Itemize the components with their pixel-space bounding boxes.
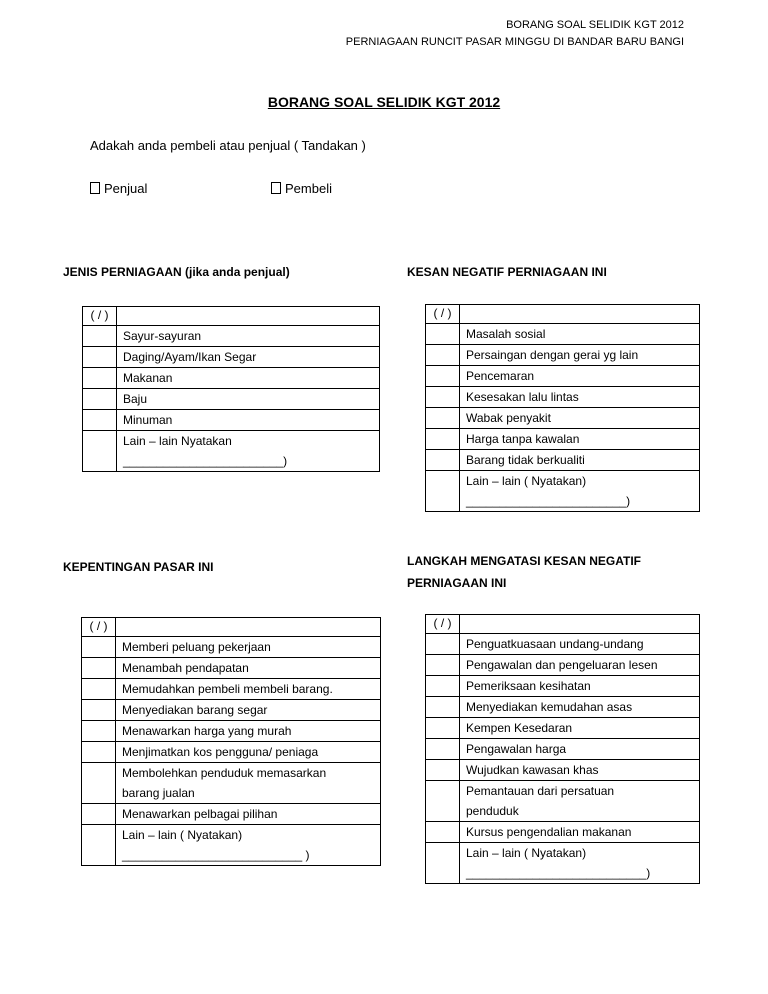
item-other-blank: ___________________________ ) — [122, 848, 310, 862]
tick-cell[interactable] — [426, 408, 460, 429]
item-label: Minuman — [117, 410, 380, 431]
tick-cell[interactable] — [426, 324, 460, 345]
table-row — [426, 739, 700, 760]
page-title: BORANG SOAL SELIDIK KGT 2012 — [267, 94, 501, 110]
item-other-label: Lain – lain Nyatakan — [123, 434, 232, 448]
tick-cell[interactable] — [426, 676, 460, 697]
tick-header: ( / ) — [82, 618, 116, 637]
table-row — [82, 804, 381, 825]
table-row — [82, 637, 381, 658]
item-other-blank: ________________________) — [466, 494, 631, 508]
item-label-multiline — [460, 781, 700, 822]
table-row — [82, 700, 381, 721]
item-label: Pemeriksaan kesihatan — [460, 676, 700, 697]
table-row — [426, 760, 700, 781]
table-langkah — [425, 614, 700, 884]
table-jenis — [82, 306, 380, 472]
item-label: Menyediakan kemudahan asas — [460, 697, 700, 718]
table-row — [426, 387, 700, 408]
tick-cell[interactable] — [426, 718, 460, 739]
item-label: Menambah pendapatan — [116, 658, 381, 679]
tick-header: ( / ) — [426, 615, 460, 634]
table-row — [83, 410, 380, 431]
tick-cell[interactable] — [426, 697, 460, 718]
tick-cell[interactable] — [83, 410, 117, 431]
item-other[interactable] — [116, 825, 381, 866]
item-line: barang jualan — [122, 786, 195, 800]
item-label-multiline — [116, 763, 381, 804]
question-text: Adakah anda pembeli atau penjual ( Tandakan ) — [90, 138, 366, 153]
table-row — [426, 324, 700, 345]
item-line: penduduk — [466, 804, 519, 818]
tick-cell[interactable] — [83, 389, 117, 410]
table-row — [83, 431, 380, 472]
item-label: Sayur-sayuran — [117, 326, 380, 347]
item-other[interactable] — [460, 843, 700, 884]
tick-cell[interactable] — [82, 804, 116, 825]
item-label: Menawarkan pelbagai pilihan — [116, 804, 381, 825]
tick-cell[interactable] — [426, 471, 460, 512]
tick-cell[interactable] — [82, 658, 116, 679]
table-kepentingan — [81, 617, 381, 866]
option-penjual[interactable] — [90, 181, 147, 196]
tick-cell[interactable] — [426, 781, 460, 822]
item-label: Penguatkuasaan undang-undang — [460, 634, 700, 655]
tick-cell[interactable] — [82, 721, 116, 742]
header-line-1: BORANG SOAL SELIDIK KGT 2012 — [506, 19, 684, 31]
section-title-jenis: JENIS PERNIAGAAN (jika anda penjual) — [63, 265, 290, 279]
table-row — [426, 634, 700, 655]
item-label: Pengawalan dan pengeluaran lesen — [460, 655, 700, 676]
tick-cell[interactable] — [426, 739, 460, 760]
tick-cell[interactable] — [426, 450, 460, 471]
table-row — [426, 822, 700, 843]
header-line-2: PERNIAGAAN RUNCIT PASAR MINGGU DI BANDAR BARU BANGI — [345, 36, 684, 48]
table-row — [426, 676, 700, 697]
item-label: Daging/Ayam/Ikan Segar — [117, 347, 380, 368]
table-row — [82, 658, 381, 679]
table-kesan — [425, 304, 700, 512]
tick-cell[interactable] — [83, 326, 117, 347]
tick-cell[interactable] — [83, 347, 117, 368]
item-label: Baju — [117, 389, 380, 410]
option-pembeli-label: Pembeli — [285, 181, 332, 196]
table-row — [426, 450, 700, 471]
item-label: Makanan — [117, 368, 380, 389]
tick-cell[interactable] — [426, 822, 460, 843]
table-row — [426, 471, 700, 512]
item-label: Masalah sosial — [460, 324, 700, 345]
item-other-label: Lain – lain ( Nyatakan) — [122, 828, 243, 842]
item-line: Pemantauan dari persatuan — [466, 784, 615, 798]
tick-cell[interactable] — [82, 637, 116, 658]
table-row — [83, 326, 380, 347]
item-label: Memberi peluang pekerjaan — [116, 637, 381, 658]
tick-cell[interactable] — [82, 742, 116, 763]
tick-cell[interactable] — [426, 843, 460, 884]
table-row — [426, 843, 700, 884]
table-row — [82, 742, 381, 763]
table-row — [82, 825, 381, 866]
table-row — [83, 389, 380, 410]
item-label: Harga tanpa kawalan — [460, 429, 700, 450]
item-other[interactable] — [117, 431, 380, 472]
item-label: Kempen Kesedaran — [460, 718, 700, 739]
table-row — [426, 429, 700, 450]
table-row — [426, 408, 700, 429]
section-title-kepentingan: KEPENTINGAN PASAR INI — [63, 560, 214, 574]
tick-header: ( / ) — [83, 307, 117, 326]
option-pembeli[interactable] — [271, 181, 332, 196]
item-other-blank: ________________________) — [123, 454, 288, 468]
item-line: Membolehkan penduduk memasarkan — [122, 766, 327, 780]
table-row — [426, 718, 700, 739]
tick-cell[interactable] — [426, 760, 460, 781]
item-label: Wujudkan kawasan khas — [460, 760, 700, 781]
table-row — [426, 345, 700, 366]
item-label: Barang tidak berkualiti — [460, 450, 700, 471]
item-label: Pengawalan harga — [460, 739, 700, 760]
section-title-langkah-line2: PERNIAGAAN INI — [407, 576, 507, 590]
tick-cell[interactable] — [426, 634, 460, 655]
tick-cell[interactable] — [82, 763, 116, 804]
item-label: Pencemaran — [460, 366, 700, 387]
checkbox-penjual[interactable] — [90, 182, 100, 194]
item-label: Kursus pengendalian makanan — [460, 822, 700, 843]
table-row — [82, 721, 381, 742]
item-label: Wabak penyakit — [460, 408, 700, 429]
table-row — [83, 347, 380, 368]
table-row — [426, 697, 700, 718]
tick-cell[interactable] — [83, 368, 117, 389]
item-other-label: Lain – lain ( Nyatakan) — [466, 474, 587, 488]
item-other-label: Lain – lain ( Nyatakan) — [466, 846, 587, 860]
tick-cell[interactable] — [426, 655, 460, 676]
table-row — [83, 368, 380, 389]
tick-cell[interactable] — [426, 429, 460, 450]
tick-cell[interactable] — [82, 700, 116, 721]
tick-cell[interactable] — [426, 366, 460, 387]
section-title-kesan: KESAN NEGATIF PERNIAGAAN INI — [407, 265, 607, 279]
tick-cell[interactable] — [83, 431, 117, 472]
item-label: Kesesakan lalu lintas — [460, 387, 700, 408]
item-other-blank: ___________________________) — [466, 866, 651, 880]
table-row — [426, 781, 700, 822]
table-row — [82, 679, 381, 700]
item-label: Menjimatkan kos pengguna/ peniaga — [116, 742, 381, 763]
table-row — [82, 763, 381, 804]
table-row — [426, 655, 700, 676]
item-label: Menawarkan harga yang murah — [116, 721, 381, 742]
section-title-langkah-line1: LANGKAH MENGATASI KESAN NEGATIF — [407, 554, 641, 568]
tick-cell[interactable] — [82, 679, 116, 700]
checkbox-pembeli[interactable] — [271, 182, 281, 194]
item-other[interactable] — [460, 471, 700, 512]
item-label: Menyediakan barang segar — [116, 700, 381, 721]
item-label: Memudahkan pembeli membeli barang. — [116, 679, 381, 700]
item-label: Persaingan dengan gerai yg lain — [460, 345, 700, 366]
tick-cell[interactable] — [426, 387, 460, 408]
tick-cell[interactable] — [426, 345, 460, 366]
tick-header: ( / ) — [426, 305, 460, 324]
table-row — [426, 366, 700, 387]
option-penjual-label: Penjual — [104, 181, 148, 196]
tick-cell[interactable] — [82, 825, 116, 866]
